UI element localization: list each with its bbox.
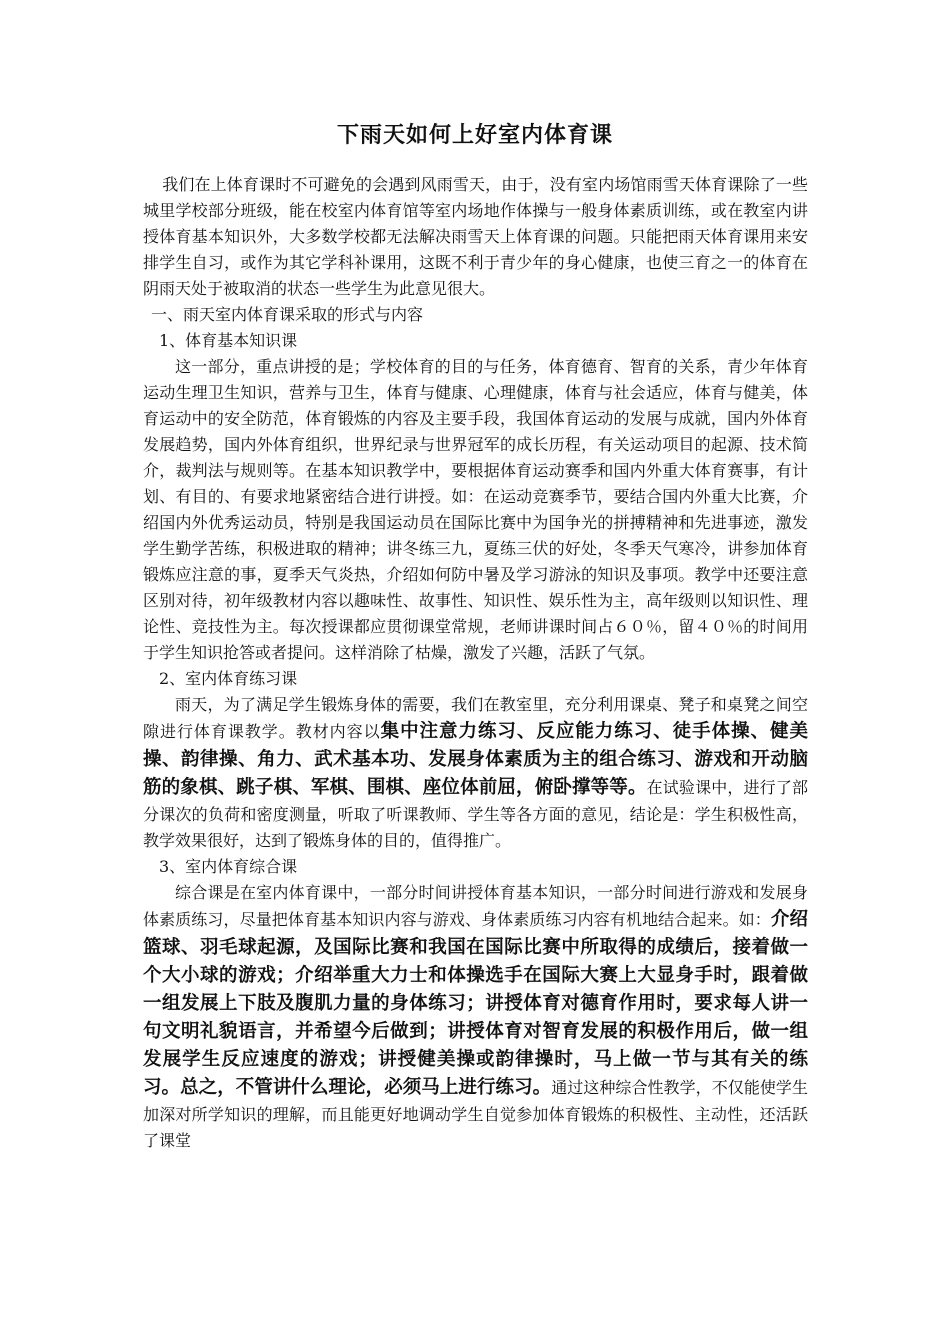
paragraph-2-bold-text: 集中注意力练习、反应能力练习、徒手体操、健美操、韵律操、角力、武术基本功、发展身体素质为主的组合练习、游戏和开动脑筋的象棋、跳子棋、军棋、围棋、座位体前屈，俯卧撑等等。 [143, 721, 808, 798]
paragraph-3-text-end: 通过这种综合性教学，不仅能使学生加深对所学知识的理解，而且能更好地调动学生自觉参加体育锻炼的积极性、主动性，还活跃了课堂 [143, 1078, 808, 1150]
section-heading-1: 一、雨天室内体育课采取的形式与内容 [151, 305, 424, 324]
paragraph-3-text-start: 综合课是在室内体育课中，一部分时间讲授体育基本知识，一部分时间进行游戏和发展身体素质练习，尽量把体育基本知识内容与游戏、身体素质练习内容有机地结合起来。如： [143, 883, 808, 929]
subsection-paragraph-1: 这一部分，重点讲授的是；学校体育的目的与任务，体育德育、智育的关系，青少年体育运动生理卫生知识，营养与卫生，体育与健康、心理健康，体育与社会适应，体育与健美，体育运动中的安全防范，体育锻炼的内容及主要手段，我国体育运动的发展与成就，国内外体育发展趋势，国内外体育组织，世界纪录与世界冠军的成长历程，有关运动项目的起源、技术简介，裁判法与规则等。在基本知识教学中，要根据体育运动赛季和国内外重大体育赛事，有计划、有目的、有要求地紧密结合进行讲授。如：在运动竞赛季节，要结合国内外重大比赛，介绍国内外优秀运动员，特别是我国运动员在国际比赛中为国争光的拼搏精神和先进事迹，激发学生勤学苦练，积极进取的精神；讲冬练三九，夏练三伏的好处，冬季天气寒冷，讲参加体育锻炼应注意的事，夏季天气炎热，介绍如何防中暑及学习游泳的知识及事项。教学中还要注意区别对待，初年级教材内容以趣味性、故事性、知识性、娱乐性为主，高年级则以知识性、理论性、竞技性为主。每次授课都应贯彻课堂常规，老师讲课时间占６０％，留４０％的时间用于学生知识抢答或者提问。这样消除了枯燥，激发了兴趣，活跃了气氛。 [143, 357, 808, 662]
paragraph-2-text-start: 雨天，为了满足学生锻炼身体的需要，我们在教室里，充分利用课桌、凳子和桌凳之间空隙进行体育课教学。教材内容以 [143, 695, 808, 741]
subsection-paragraph-2 [143, 692, 808, 854]
document-body [143, 172, 808, 1154]
paragraph-3-bold-text: 介绍篮球、羽毛球起源，及国际比赛和我国在国际比赛中所取得的成绩后，接着做一个大小球的游戏；介绍举重大力士和体操选手在国际大赛上大显身手时，跟着做一组发展上下肢及腹肌力量的身体练习；讲授体育对德育作用时，要求每人讲一句文明礼貌语言，并希望今后做到；讲授体育对智育发展的积极作用后，做一组发展学生反应速度的游戏；讲授健美操或韵律操时，马上做一节与其有关的练习。总之，不管讲什么理论，必须马上进行练习。 [143, 909, 808, 1098]
subsection-paragraph-3 [143, 880, 808, 1154]
subsection-heading-2: 2、室内体育练习课 [159, 669, 298, 688]
subsection-heading-3: 3、室内体育综合课 [159, 857, 298, 876]
subsection-heading-1: 1、体育基本知识课 [159, 331, 298, 350]
document-title: 下雨天如何上好室内体育课 [336, 123, 613, 148]
paragraph-2-text-end: 在试验课中，进行了部分课次的负荷和密度测量，听取了听课教师、学生等各方面的意见，结论是：学生积极性高，教学效果很好，达到了锻炼身体的目的，值得推广。 [143, 778, 808, 850]
intro-paragraph: 我们在上体育课时不可避免的会遇到风雨雪天，由于，没有室内场馆雨雪天体育课除了一些城里学校部分班级，能在校室内体育馆等室内场地作体操与一般身体素质训练，或在教室内讲授体育基本知识外，大多数学校都无法解决雨雪天上体育课的问题。只能把雨天体育课用来安排学生自习，或作为其它学科补课用，这既不利于青少年的身心健康，也使三育之一的体育在阴雨天处于被取消的状态一些学生为此意见很大。 [143, 175, 808, 298]
